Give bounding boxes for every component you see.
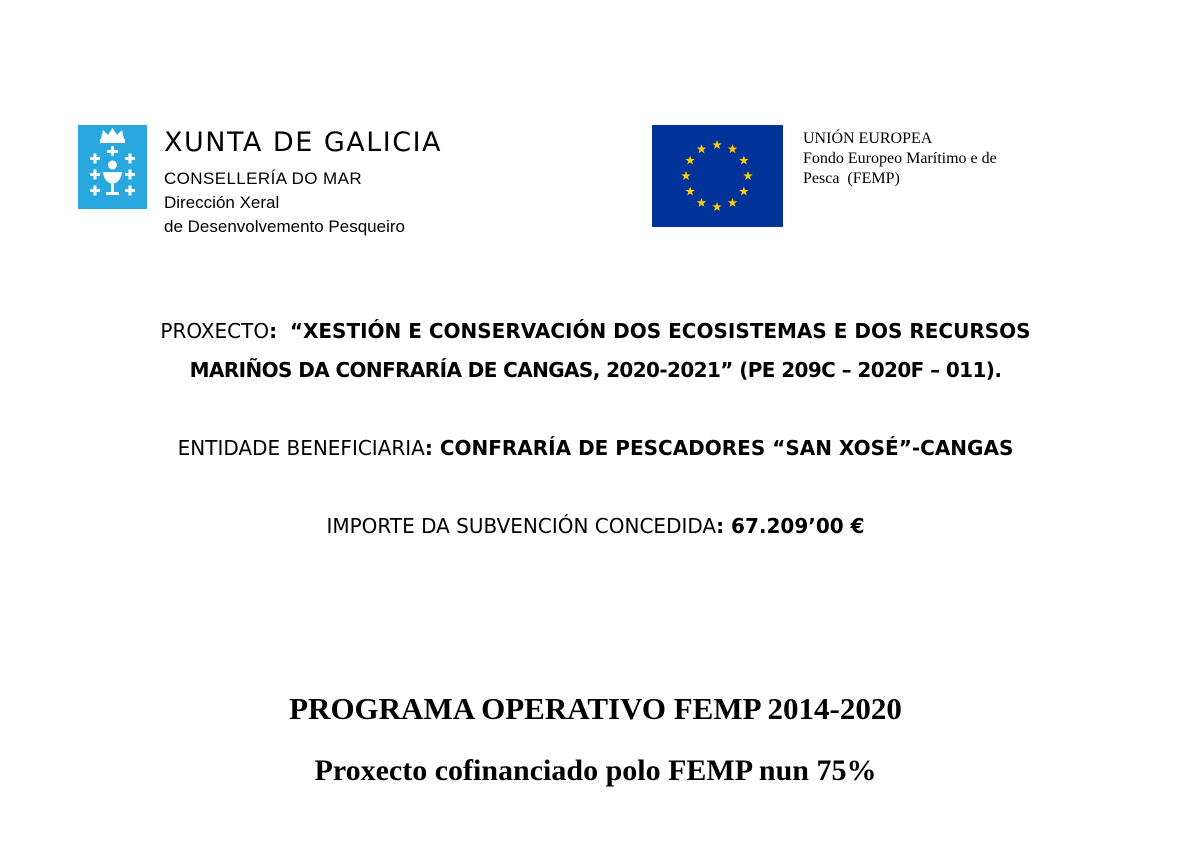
eu-star-icon [697, 144, 707, 153]
eu-star-icon [685, 156, 695, 165]
beneficiary-label: ENTIDADE BENEFICIARIA [177, 436, 425, 460]
project-title-line-1: “XESTIÓN E CONSERVACIÓN DOS ECOSISTEMAS E DOS RECURSOS [289, 319, 1031, 343]
xunta-title: XUNTA DE GALICIA [164, 127, 443, 158]
xunta-department: CONSELLERÍA DO MAR [164, 169, 363, 188]
programme-title: PROGRAMA OPERATIVO FEMP 2014-2020 [289, 691, 902, 726]
grant-label: IMPORTE DA SUBVENCIÓN CONCEDIDA [326, 514, 717, 538]
eu-flag-icon [652, 125, 783, 227]
project-separator: : [269, 319, 278, 343]
project-label: PROXECTO [160, 319, 270, 343]
cofinancing-text: Proxecto cofinanciado polo FEMP nun 75% [314, 754, 877, 787]
project-title-line-2: MARIÑOS DA CONFRARÍA DE CANGAS, 2020-2021” (PE 209C – 2020F – 011). [189, 358, 1002, 382]
galicia-coat-of-arms-icon [78, 125, 147, 209]
eu-line-1: UNIÓN EUROPEA [803, 130, 933, 147]
xunta-directorate-line-1: Dirección Xeral [164, 193, 280, 212]
eu-star-icon [739, 187, 749, 196]
xunta-directorate-line-2: de Desenvolvemento Pesqueiro [164, 217, 405, 236]
grant-value: : 67.209’00 € [716, 514, 865, 538]
eu-star-icon [685, 187, 695, 196]
eu-star-icon [681, 171, 691, 180]
eu-star-icon [697, 198, 707, 207]
eu-star-icon [728, 144, 738, 153]
beneficiary-line [0, 435, 1191, 461]
eu-star-icon [739, 156, 749, 165]
grant-line [0, 513, 1191, 539]
eu-fund-text [803, 129, 997, 189]
eu-star-icon [728, 198, 738, 207]
eu-line-3: Pesca (FEMP) [803, 170, 900, 187]
eu-star-icon [712, 140, 722, 149]
eu-star-icon [743, 171, 753, 180]
beneficiary-value: : CONFRARÍA DE PESCADORES “SAN XOSÉ”-CANGAS [424, 436, 1014, 460]
project-line-1 [0, 318, 1191, 344]
eu-star-icon [712, 202, 722, 211]
eu-line-2: Fondo Europeo Marítimo e de [803, 150, 997, 167]
